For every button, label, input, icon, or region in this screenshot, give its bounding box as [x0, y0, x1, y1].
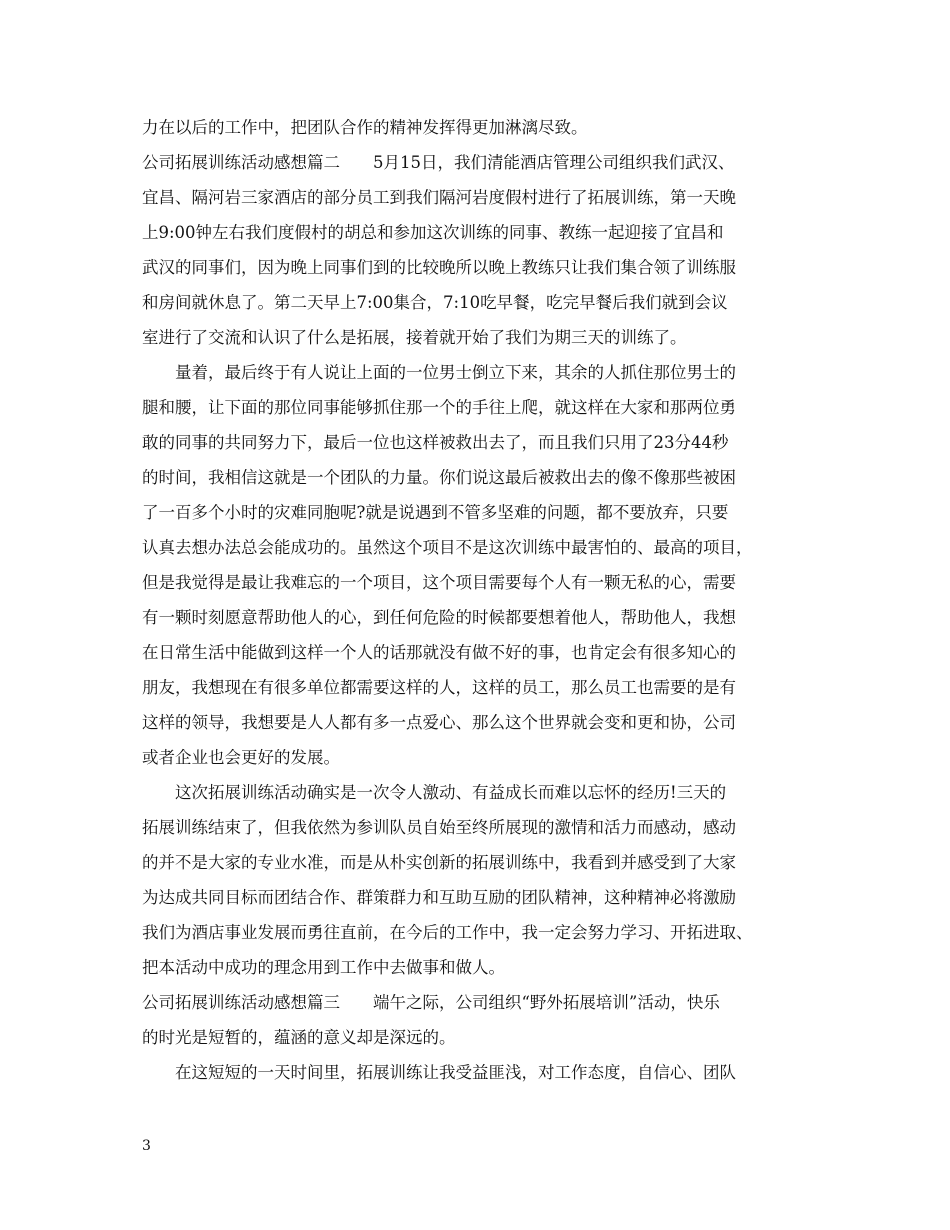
- text-line: 朋友，我想现在有很多单位都需要这样的人，这样的员工，那么员工也需要的是有: [142, 678, 736, 697]
- text-line: 室进行了交流和认识了什么是拓展，接着就开始了我们为期三天的训练了。: [142, 328, 687, 347]
- text-line: 但是我觉得是最让我难忘的一个项目，这个项目需要每个人有一颗无私的心，需要: [142, 573, 736, 592]
- text-line: 上9:00钟左右我们度假村的胡总和参加这次训练的同事、教练一起迎接了宜昌和: [142, 223, 724, 242]
- text-line: 在日常生活中能做到这样一个人的话那就没有做不好的事，也肯定会有很多知心的: [142, 643, 736, 662]
- text-line: 和房间就休息了。第二天早上7:00集合，7:10吃早餐，吃完早餐后我们就到会议: [142, 293, 728, 312]
- text-line: 宜昌、隔河岩三家酒店的部分员工到我们隔河岩度假村进行了拓展训练，第一天晚: [142, 188, 736, 207]
- paragraph-start-line: 这次拓展训练活动确实是一次令人激动、有益成长而难以忘怀的经历!三天的: [142, 783, 727, 802]
- text-line: 我们为酒店事业发展而勇往直前，在今后的工作中，我一定会努力学习、开拓进取、: [142, 923, 753, 942]
- text-line: 武汉的同事们，因为晚上同事们到的比较晚所以晚上教练只让我们集合领了训练服: [142, 258, 736, 277]
- section-heading-line: 公司拓展训练活动感想篇三 端午之际，公司组织“野外拓展培训”活动，快乐: [142, 993, 720, 1012]
- text-line: 敢的同事的共同努力下，最后一位也这样被救出去了，而且我们只用了23分44秒: [142, 433, 729, 452]
- text-line: 认真去想办法总会能成功的。虽然这个项目不是这次训练中最害怕的、最高的项目，: [142, 538, 753, 557]
- text-line: 这样的领导，我想要是人人都有多一点爱心、那么这个世界就会变和更和协，公司: [142, 713, 736, 732]
- text-line: 拓展训练结束了，但我依然为参训队员自始至终所展现的激情和活力而感动，感动: [142, 818, 736, 837]
- text-line: 的时光是短暂的，蕴涵的意义却是深远的。: [142, 1028, 456, 1047]
- paragraph-start-line: 量着，最后终于有人说让上面的一位男士倒立下来，其余的人抓住那位男士的: [142, 363, 736, 382]
- page-number: 3: [142, 1138, 151, 1154]
- text-line: 的时间，我相信这就是一个团队的力量。你们说这最后被救出去的像不像那些被困: [142, 468, 736, 487]
- text-line: 力在以后的工作中，把团队合作的精神发挥得更加淋漓尽致。: [142, 118, 588, 137]
- text-line: 为达成共同目标而团结合作、群策群力和互助互励的团队精神，这种精神必将激励: [142, 888, 736, 907]
- text-line: 把本活动中成功的理念用到工作中去做事和做人。: [142, 958, 505, 977]
- text-line: 有一颗时刻愿意帮助他人的心，到任何危险的时候都要想着他人，帮助他人，我想: [142, 608, 736, 627]
- section-heading-line: 公司拓展训练活动感想篇二 5月15日，我们清能酒店管理公司组织我们武汉、: [142, 153, 735, 172]
- text-line: 的并不是大家的专业水准，而是从朴实创新的拓展训练中，我看到并感受到了大家: [142, 853, 736, 872]
- text-line: 或者企业也会更好的发展。: [142, 748, 340, 767]
- document-body: [142, 110, 810, 1090]
- text-line: 了一百多个小时的灾难同胞呢?就是说遇到不管多坚难的问题，都不要放弃，只要: [142, 503, 729, 522]
- paragraph-start-line: 在这短短的一天时间里，拓展训练让我受益匪浅，对工作态度，自信心、团队: [142, 1063, 736, 1082]
- text-line: 腿和腰，让下面的那位同事能够抓住那一个的手往上爬，就这样在大家和那两位勇: [142, 398, 736, 417]
